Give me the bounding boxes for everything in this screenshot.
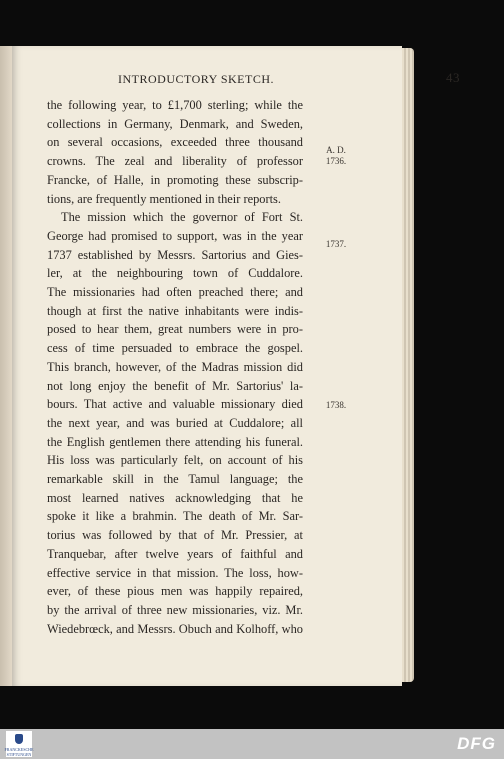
text-line: crowns. The zeal and liberality of professor bbox=[47, 154, 303, 169]
running-title: INTRODUCTORY SKETCH. bbox=[118, 72, 275, 86]
page-number: 43 bbox=[446, 70, 460, 85]
text-line: by the arrival of three new missionaries, viz. Mr. bbox=[47, 602, 303, 617]
margin-note-1738: 1738. bbox=[325, 400, 347, 410]
text-line: collections in Germany, Denmark, and Sweden, bbox=[47, 116, 303, 131]
text-line: His loss was particularly felt, on account of his bbox=[47, 453, 303, 468]
dfg-logo[interactable]: DFG bbox=[457, 734, 496, 753]
text-line: the English gentlemen there attending his funeral. bbox=[47, 434, 303, 449]
viewer-footer bbox=[0, 729, 504, 759]
text-line: Wiedebrœck, and Messrs. Obuch and Kolhoff, who bbox=[47, 621, 303, 636]
text-line: Francke, of Halle, in promoting these subscrip- bbox=[47, 172, 303, 187]
text-line: effective service in that mission. The loss, how- bbox=[47, 565, 303, 580]
text-line: the following year, to £1,700 sterling; while the bbox=[47, 98, 303, 112]
text-line: ever, of these pious men was happily repaired, bbox=[47, 584, 303, 599]
text-line: posed to hear them, great numbers were in pro- bbox=[47, 322, 303, 337]
text-line: The missionaries had often preached there; and bbox=[47, 285, 303, 300]
margin-note-1736: 1736. bbox=[325, 156, 347, 166]
text-line: ler, at the neighbouring town of Cuddalore. bbox=[47, 266, 303, 281]
text-line: Tranquebar, after twelve years of faithful and bbox=[47, 546, 303, 561]
body-text bbox=[47, 96, 303, 638]
page-header bbox=[48, 72, 460, 90]
text-line: torius was followed by that of Mr. Pressier, at bbox=[47, 528, 303, 543]
library-logo-text: FRANCKESCHE STIFTUNGEN bbox=[4, 747, 34, 757]
text-line: spoke it like a brahmin. The death of Mr. Sar- bbox=[47, 509, 303, 524]
library-logo[interactable] bbox=[6, 731, 32, 757]
text-line: cess of time persuaded to embrace the gospel. bbox=[47, 341, 303, 356]
margin-note-1737: 1737. bbox=[325, 239, 347, 249]
emblem-icon bbox=[15, 734, 23, 744]
text-line: the next year, and was buried at Cuddalore; all bbox=[47, 415, 303, 430]
text-line: This branch, however, of the Madras mission did bbox=[47, 359, 303, 374]
text-line: not long enjoy the benefit of Mr. Sartorius' la- bbox=[47, 378, 303, 393]
text-line: most learned natives acknowledging that he bbox=[47, 490, 303, 505]
text-line: George had promised to support, was in the year bbox=[47, 228, 303, 243]
text-line: remarkable skill in the Tamul language; the bbox=[47, 472, 303, 487]
text-line: though at first the native inhabitants were indis- bbox=[47, 303, 303, 318]
text-line: The mission which the governor of Fort St. bbox=[61, 210, 303, 225]
text-line: on several occasions, exceeded three thousand bbox=[47, 135, 303, 150]
text-line: 1737 established by Messrs. Sartorius and Gies- bbox=[47, 247, 303, 262]
text-line: tions, are frequently mentioned in their reports. bbox=[47, 191, 281, 206]
text-line: bours. That active and valuable missionary died bbox=[47, 397, 303, 412]
margin-note-ad: A. D. bbox=[326, 145, 346, 155]
